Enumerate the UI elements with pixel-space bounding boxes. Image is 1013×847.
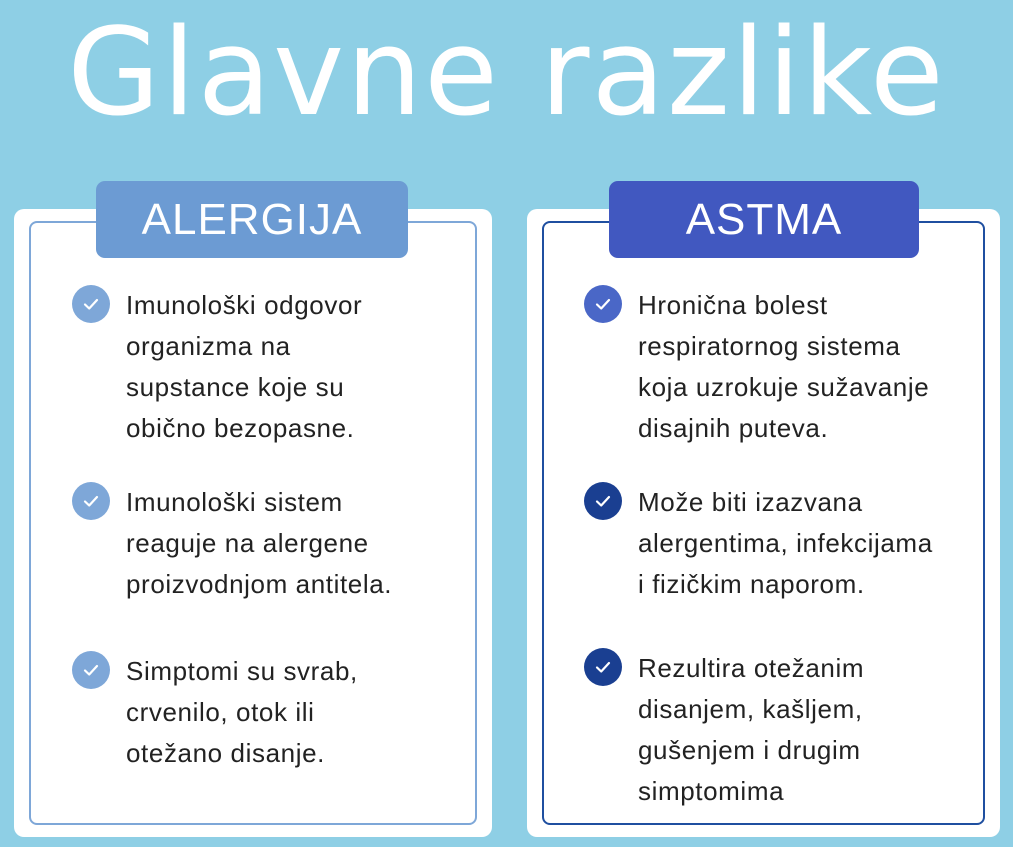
check-circle-icon (72, 285, 110, 323)
allergy-item (72, 651, 358, 774)
asthma-item-text: Hronična bolest respiratornog sistema koja uzrokuje sužavanje disajnih puteva. (638, 290, 930, 443)
allergy-item-text: Imunološki odgovor organizma na supstance koje su obično bezopasne. (126, 290, 363, 443)
asthma-item-text: Može biti izazvana alergentima, infekcijama i fizičkim naporom. (638, 487, 933, 599)
check-circle-icon (584, 482, 622, 520)
page-title: Glavne razlike (67, 4, 946, 143)
asthma-heading: ASTMA (609, 181, 919, 258)
check-circle-icon (72, 651, 110, 689)
allergy-item (72, 285, 362, 449)
asthma-item (584, 482, 933, 605)
asthma-item-text: Rezultira otežanim disanjem, kašljem, gušenjem i drugim simptomima (638, 653, 865, 806)
allergy-item-text: Simptomi su svrab, crvenilo, otok ili otežano disanje. (126, 656, 358, 768)
allergy-item-text: Imunološki sistem reaguje na alergene proizvodnjom antitela. (126, 487, 393, 599)
check-circle-icon (72, 482, 110, 520)
check-circle-icon (584, 648, 622, 686)
asthma-item (584, 285, 929, 449)
asthma-item (584, 648, 864, 812)
allergy-item (72, 482, 392, 605)
check-circle-icon (584, 285, 622, 323)
allergy-heading: ALERGIJA (96, 181, 408, 258)
